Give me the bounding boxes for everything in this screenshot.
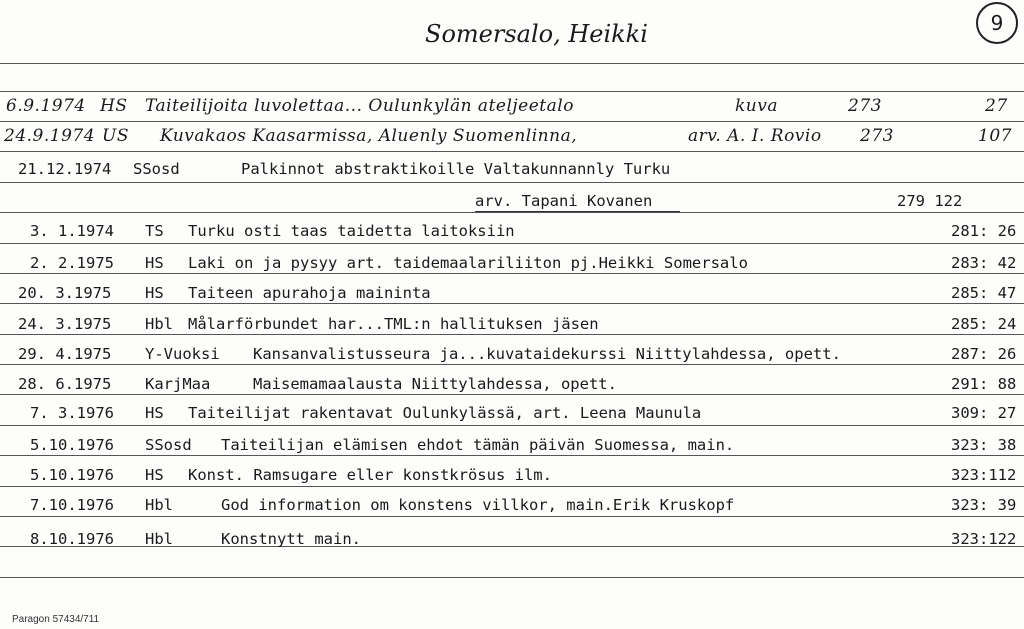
entry-date: 5.10.1976 xyxy=(30,466,114,484)
entry-row xyxy=(0,372,1024,396)
entry-ref: 323: 39 xyxy=(951,496,1017,514)
handwritten-entry xyxy=(0,124,1024,148)
entry-ref: 291: 88 xyxy=(951,375,1017,393)
entry-source: SSosd xyxy=(133,160,180,178)
entry-row xyxy=(0,463,1024,487)
entry-row xyxy=(0,251,1024,275)
entry-ref: 281: 26 xyxy=(951,222,1017,240)
entry-date: 8.10.1976 xyxy=(30,530,114,548)
entry-date: 7. 3.1976 xyxy=(30,404,114,422)
card-title: Somersalo, Heikki xyxy=(425,20,648,48)
entry-text: God information om konstens villkor, main.Erik Kruskopf xyxy=(221,496,735,514)
entry-text: Turku osti taas taidetta laitoksiin xyxy=(188,222,515,240)
entry-ref: 279 122 xyxy=(897,192,963,210)
entry-source: Y-Vuoksi xyxy=(145,345,220,363)
entry-date: 24. 3.1975 xyxy=(18,315,112,333)
entry-source: HS xyxy=(145,466,164,484)
rule-line xyxy=(0,182,1024,183)
entry-text: Taiteilijoita luvolettaa... Oulunkylän ateljeetalo xyxy=(145,96,574,116)
entry-row xyxy=(0,433,1024,457)
entry-date: 7.10.1976 xyxy=(30,496,114,514)
entry-date: 5.10.1976 xyxy=(30,436,114,454)
card-number: 9 xyxy=(976,2,1018,44)
entry-source: US xyxy=(102,126,129,146)
entry-text: Kansanvalistusseura ja...kuvataidekurssi Niittylahdessa, opett. xyxy=(253,345,841,363)
entry-date: 20. 3.1975 xyxy=(18,284,112,302)
entry-ref: 323:112 xyxy=(951,466,1017,484)
entry-date: 21.12.1974 xyxy=(18,160,112,178)
entry-date: 29. 4.1975 xyxy=(18,345,112,363)
rule-line xyxy=(0,63,1024,64)
rule-line xyxy=(0,243,1024,244)
entry-ref: 285: 47 xyxy=(951,284,1017,302)
entry-ref: 309: 27 xyxy=(951,404,1017,422)
entry-text: arv. Tapani Kovanen xyxy=(475,192,653,210)
entry-text: Palkinnot abstraktikoille Valtakunnannly Turku xyxy=(241,160,671,178)
entry-text: Konstnytt main. xyxy=(221,530,361,548)
entry-text: Maisemamaalausta Niittylahdessa, opett. xyxy=(253,375,617,393)
entry-source: HS xyxy=(145,254,164,272)
entry-row xyxy=(0,493,1024,517)
entry-text: Målarförbundet har...TML:n hallituksen jäsen xyxy=(188,315,599,333)
entry-text: Taiteilijat rakentavat Oulunkylässä, art. Leena Maunula xyxy=(188,404,702,422)
entry-page: 273 xyxy=(860,126,894,146)
entry-date: 3. 1.1974 xyxy=(30,222,114,240)
entry-text: Kuvakaos Kaasarmissa, Aluenly Suomenlinna, xyxy=(160,126,578,146)
entry-type: kuva xyxy=(735,96,778,116)
rule-line xyxy=(0,577,1024,578)
entry-row xyxy=(0,401,1024,425)
entry-row xyxy=(0,312,1024,336)
entry-ref: 323:122 xyxy=(951,530,1017,548)
underline-mark xyxy=(475,211,680,212)
entry-text: Konst. Ramsugare eller konstkrösus ilm. xyxy=(188,466,552,484)
rule-line xyxy=(0,91,1024,92)
entry-source: TS xyxy=(145,222,164,240)
entry-row xyxy=(0,219,1024,243)
entry-date: 28. 6.1975 xyxy=(18,375,112,393)
entry-source: HS xyxy=(145,404,164,422)
entry-row xyxy=(0,281,1024,305)
entry-number: 107 xyxy=(978,126,1012,146)
entry-date: 6.9.1974 xyxy=(6,96,86,116)
rule-line xyxy=(0,151,1024,152)
entry-source: HS xyxy=(145,284,164,302)
entry-row xyxy=(0,527,1024,551)
entry-row xyxy=(0,342,1024,366)
entry-type: arv. A. I. Rovio xyxy=(688,126,822,146)
rule-line xyxy=(0,425,1024,426)
entry-ref: 287: 26 xyxy=(951,345,1017,363)
entry-row xyxy=(0,157,1024,181)
entry-row xyxy=(0,189,1024,213)
entry-source: Hbl xyxy=(145,530,173,548)
entry-page: 273 xyxy=(848,96,882,116)
entry-ref: 323: 38 xyxy=(951,436,1017,454)
entry-text: Laki on ja pysyy art. taidemaalariliiton pj.Heikki Somersalo xyxy=(188,254,748,272)
entry-ref: 283: 42 xyxy=(951,254,1017,272)
entry-ref: 285: 24 xyxy=(951,315,1017,333)
entry-source: KarjMaa xyxy=(145,375,211,393)
card-footer: Paragon 57434/711 xyxy=(12,614,100,625)
entry-source: Hbl xyxy=(145,315,173,333)
rule-line xyxy=(0,121,1024,122)
handwritten-entry xyxy=(0,94,1024,118)
entry-text: Taiteen apurahoja maininta xyxy=(188,284,431,302)
entry-number: 27 xyxy=(985,96,1008,116)
entry-text: Taiteilijan elämisen ehdot tämän päivän Suomessa, main. xyxy=(221,436,735,454)
entry-source: Hbl xyxy=(145,496,173,514)
entry-source: SSosd xyxy=(145,436,192,454)
entry-date: 24.9.1974 xyxy=(4,126,96,146)
entry-date: 2. 2.1975 xyxy=(30,254,114,272)
entry-source: HS xyxy=(100,96,128,116)
